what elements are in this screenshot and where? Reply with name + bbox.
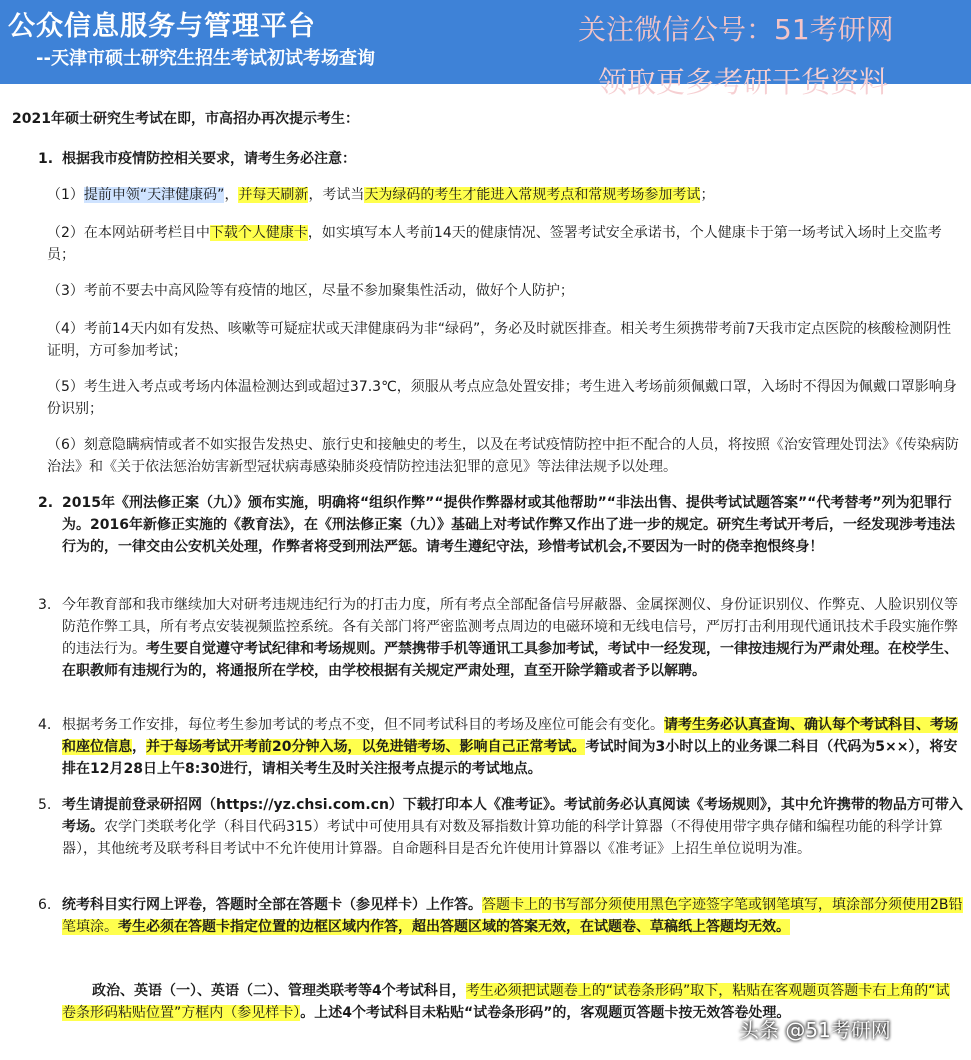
intro-text: 2021年硕士研究生考试在即，市高招办再次提示考生：: [12, 111, 359, 127]
page-subtitle: --天津市硕士研究生招生考试初试考场查询: [36, 48, 375, 69]
section-number: 3.: [38, 597, 52, 613]
platform-title: 公众信息服务与管理平台: [8, 11, 316, 42]
item-1-2: （2）在本网站研考栏目中下载个人健康卡，如实填写本人考前14天的健康情况、签署考试安全承诺书，个人健康卡于第一场考试入场时上交监考员；: [47, 225, 942, 263]
section-2: [38, 492, 963, 558]
section-2-text: 2015年《刑法修正案（九）》颁布实施，明确将“组织作弊”“提供作弊器材或其他帮助”“非法出售、提供考试试题答案”“代考替考”列为犯罪行为。2016年新修正实施的《教育法》，在《刑法修正案（九）》基础上对考试作弊又作出了进一步的规定。研究生考试开考后，一经发现涉考违法行为的，一律交由公安机关处理，作弊者将受到刑法严惩。请考生遵纪守法，珍惜考试机会,不要因为一时的侥幸抱恨终身！: [62, 495, 955, 555]
item-1-5: （5）考生进入考点或考场内体温检测达到或超过37.3℃，须服从考点应急处置安排；考生进入考场前须佩戴口罩，入场时不得因为佩戴口罩影响身份识别；: [47, 379, 957, 417]
section-number: 4.: [38, 717, 52, 733]
section-number: 5.: [38, 797, 52, 813]
section-number: 6.: [38, 897, 52, 913]
section-1: [38, 148, 963, 170]
item-1-4: （4）考前14天内如有发热、咳嗽等可疑症状或天津健康码为非“绿码”，务必及时就医排查。相关考生须携带考前7天我市定点医院的核酸检测阴性证明，方可参加考试；: [47, 321, 952, 359]
source-tagline: 头条 @51考研网: [739, 1018, 891, 1042]
section-number: 2.: [38, 495, 54, 511]
section-3-text: 今年教育部和我市继续加大对研考违规违纪行为的打击力度，所有考点全部配备信号屏蔽器、金属探测仪、身份证识别仪、作弊克、人脸识别仪等防范作弊工具，所有考点安装视频监控系统。各有关部门将严密监测考点周边的电磁环境和无线电信号，严厉打击利用现代通讯技术手段实施作弊的违法行为。考生要自觉遵守考试纪律和考场规则。严禁携带手机等通讯工具参加考试，考试中一经发现，一律按违规行为严肃处理。在校学生、在职教师有违规行为的，将通报所在学校，由学校根据有关规定严肃处理，直至开除学籍或者予以解聘。: [62, 597, 958, 679]
item-1-1: （1）提前申领“天津健康码”，并每天刷新，考试当天为绿码的考生才能进入常规考点和常规考场参加考试；: [47, 187, 715, 203]
section-6-text: 统考科目实行网上评卷，答题时全部在答题卡（参见样卡）上作答。答题卡上的书写部分须使用黑色字迹签字笔或钢笔填写，填涂部分须使用2B铅笔填涂。考生必须在答题卡指定位置的边框区域内作答，超出答题区域的答案无效，在试题卷、草稿纸上答题均无效。: [62, 897, 963, 935]
watermark-line2: 领取更多考研干货资料: [598, 65, 889, 99]
section-4: [38, 714, 963, 780]
section-number: 1.: [38, 151, 54, 167]
section-6: [38, 894, 963, 938]
section-4-text: 根据考务工作安排，每位考生参加考试的考点不变，但不同考试科目的考场及座位可能会有变化。请考生务必认真查询、确认每个考试科目、考场和座位信息，并于每场考试开考前20分钟入场，以免进错考场、影响自己正常考试。考试时间为3小时以上的业务课二科目（代码为5××），将安排在12月28日上午8:30进行，请相关考生及时关注报考点提示的考试地点。: [62, 717, 958, 777]
section-5-text: 考生请提前登录研招网（https://yz.chsi.com.cn）下载打印本人《准考证》。考试前务必认真阅读《考场规则》，其中允许携带的物品方可带入考场。农学门类联考化学（科目代码315）考试中可使用具有对数及幂指数计算功能的科学计算器（不得使用带字典存储和编程功能的科学计算器），其他统考及联考科目考试中不允许使用计算器。自命题科目是否允许使用计算器以《准考证》上招生单位说明为准。: [62, 797, 963, 857]
watermark-line1: 关注微信公号：51考研网: [578, 13, 894, 46]
section-title: 根据我市疫情防控相关要求，请考生务必注意：: [62, 151, 356, 167]
item-1-6: （6）刻意隐瞒病情或者不如实报告发热史、旅行史和接触史的考生，以及在考试疫情防控中拒不配合的人员，将按照《治安管理处罚法》《传染病防治法》和《关于依法惩治妨害新型冠状病毒感染肺炎疫情防控违法犯罪的意见》等法律法规予以处理。: [47, 437, 959, 475]
item-1-3: （3）考前不要去中高风险等有疫情的地区，尽量不参加聚集性活动，做好个人防护；: [47, 283, 574, 299]
section-6-paragraph-2: 政治、英语（一）、英语（二）、管理类联考等4个考试科目，考生必须把试题卷上的“试卷条形码”取下，粘贴在客观题页答题卡右上角的“试卷条形码粘贴位置”方框内（参见样卡）。上述4个考试科目未粘贴“试卷条形码”的，客观题页答题卡按无效答卷处理。: [62, 983, 950, 1021]
section-5: [38, 794, 963, 860]
section-3: [38, 594, 963, 682]
